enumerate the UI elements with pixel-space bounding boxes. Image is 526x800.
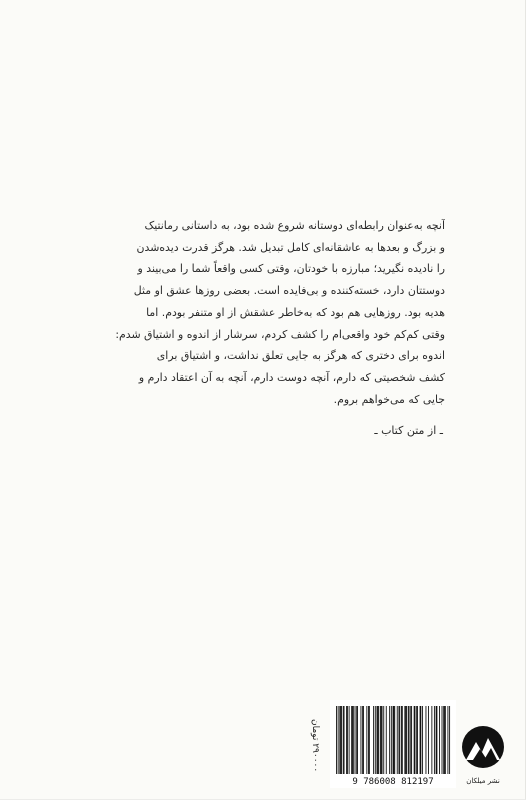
barcode-bar [349, 706, 350, 774]
barcode-bar [399, 706, 400, 774]
barcode-digits: 9 786008 812197 [352, 777, 434, 787]
barcode-bar [415, 706, 416, 774]
price-label: ۲۹۰۰۰۰ تومان [310, 718, 320, 772]
barcode-bar [389, 706, 390, 774]
barcode-bar [401, 706, 402, 774]
barcode-bar [343, 706, 344, 774]
barcode-bar [341, 706, 342, 774]
barcode-bar [393, 706, 394, 774]
barcode-bar [434, 706, 435, 774]
barcode-bar [381, 706, 382, 774]
barcode-bars [330, 700, 456, 788]
barcode-bar [444, 706, 445, 774]
blurb-line: وقتی کم‌کم خود واقعی‌ام را کشف کردم، سرشار از اندوه و اشتیاق شدم: [115, 327, 445, 341]
barcode-bar [336, 706, 337, 774]
barcode-bar [357, 706, 358, 774]
barcode [330, 700, 456, 788]
barcode-bar [410, 706, 411, 774]
barcode-bar [351, 706, 352, 774]
barcode-bar [447, 706, 448, 774]
mountain-logo-icon [460, 724, 506, 778]
barcode-bar [449, 706, 450, 774]
barcode-bar [383, 706, 384, 774]
barcode-bar [406, 706, 407, 774]
barcode-bar [373, 706, 374, 774]
barcode-bar [391, 706, 392, 774]
barcode-bar [416, 706, 417, 774]
barcode-bar [375, 706, 376, 774]
barcode-bar [436, 706, 437, 774]
barcode-bar [369, 706, 370, 774]
barcode-bar [409, 706, 410, 774]
blurb-line: هدیه بود. روزهایی هم بود که به‌خاطر عشقش از او متنفر بودم. اما [146, 305, 445, 319]
barcode-bar [405, 706, 406, 774]
barcode-bar [442, 706, 443, 774]
barcode-bar [445, 706, 446, 774]
blurb-line: آنچه به‌عنوان رابطه‌ای دوستانه شروع شده بود، به داستانی رمانتیک [144, 219, 445, 232]
barcode-bar [414, 706, 415, 774]
barcode-bar [408, 706, 409, 774]
blurb-line: را نادیده نگیرید؛ مبارزه با خودتان، وقتی کسی واقعاً شما را می‌بیند و [137, 262, 445, 276]
barcode-bar [368, 706, 369, 774]
barcode-bar [362, 706, 363, 774]
barcode-bar [380, 706, 381, 774]
barcode-bar [428, 706, 429, 774]
blurb-line: دوستتان دارد، خسته‌کننده و بی‌فایده است. بعضی روزها عشق او مثل [133, 284, 445, 298]
barcode-bar [398, 706, 399, 774]
barcode-bar [431, 706, 432, 774]
barcode-bar [393, 706, 394, 774]
barcode-bar [394, 706, 395, 774]
barcode-bar [377, 706, 378, 774]
barcode-bar [420, 706, 421, 774]
barcode-bar [377, 706, 378, 774]
publisher-name: نشر میلکان [466, 777, 500, 785]
barcode-bar [386, 706, 387, 774]
barcode-bar [356, 706, 357, 774]
blurb-line: و بزرگ و بعدها به عاشقانه‌ای کامل تبدیل شد. هرگز قدرت دیده‌شدن [136, 240, 445, 254]
barcode-bar [355, 706, 356, 774]
blurb-line: جایی که می‌خواهم بروم. [333, 392, 445, 406]
barcode-bar [352, 706, 353, 774]
barcode-bar [404, 706, 405, 774]
barcode-bar [353, 706, 354, 774]
barcode-bar [366, 706, 367, 774]
barcode-bar [402, 706, 403, 774]
barcode-bar [411, 706, 412, 774]
blurb-line: اندوه برای دختری که هرگز به جایی تعلق نداشت، و اشتیاق برای [156, 349, 445, 363]
barcode-bar [417, 706, 418, 774]
barcode-bar [344, 706, 345, 774]
barcode-bar [346, 706, 347, 774]
barcode-bar [436, 706, 437, 774]
barcode-bar [363, 706, 364, 774]
barcode-bar [338, 706, 339, 774]
blurb-text [100, 215, 445, 410]
barcode-bar [360, 706, 361, 774]
blurb-source: ـ از متن کتاب ـ [374, 424, 443, 437]
barcode-bar [422, 706, 423, 774]
barcode-bar [397, 706, 398, 774]
barcode-bar [382, 706, 383, 774]
barcode-bar [339, 706, 340, 774]
barcode-bar [426, 706, 427, 774]
barcode-bar [420, 706, 421, 774]
barcode-bar [439, 706, 440, 774]
barcode-bar [443, 706, 444, 774]
barcode-bar [378, 706, 379, 774]
blurb-line: کشف شخصیتی که دارم، آنچه دوست دارم، آنچه به آن اعتقاد دارم و [138, 370, 445, 384]
barcode-bar [340, 706, 341, 774]
barcode-bar [347, 706, 348, 774]
